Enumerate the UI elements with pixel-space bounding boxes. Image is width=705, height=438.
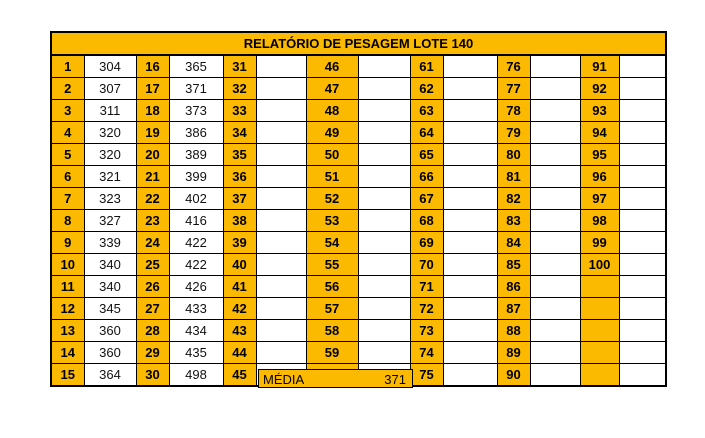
animal-number-cell[interactable]: 44 [223,342,256,364]
weight-value-cell[interactable] [530,342,580,364]
weight-value-cell[interactable] [358,122,410,144]
weight-value-cell[interactable] [256,122,306,144]
weight-value-cell[interactable] [619,298,666,320]
weight-value-cell[interactable] [443,320,497,342]
weight-value-cell[interactable]: 320 [84,122,136,144]
table-row [51,276,666,298]
table-row [51,210,666,232]
table-row [51,55,666,78]
animal-number-cell[interactable]: 64 [410,122,443,144]
animal-number-cell[interactable]: 53 [306,210,358,232]
animal-number-cell[interactable]: 31 [223,55,256,78]
weight-value-cell[interactable] [443,342,497,364]
weight-value-cell[interactable] [256,210,306,232]
animal-number-cell[interactable]: 73 [410,320,443,342]
weight-value-cell[interactable]: 399 [169,166,223,188]
weight-value-cell[interactable] [530,55,580,78]
animal-number-cell[interactable]: 18 [136,100,169,122]
animal-number-cell[interactable]: 62 [410,78,443,100]
animal-number-cell[interactable]: 13 [51,320,84,342]
weight-value-cell[interactable]: 304 [84,55,136,78]
animal-number-cell[interactable]: 70 [410,254,443,276]
weight-value-cell[interactable] [443,166,497,188]
weight-value-cell[interactable] [443,232,497,254]
weight-value-cell[interactable] [358,276,410,298]
animal-number-cell[interactable] [580,364,619,387]
weight-value-cell[interactable] [358,166,410,188]
animal-number-cell[interactable]: 61 [410,55,443,78]
animal-number-cell[interactable]: 12 [51,298,84,320]
weight-value-cell[interactable]: 435 [169,342,223,364]
weight-value-cell[interactable] [358,232,410,254]
weight-value-cell[interactable] [443,100,497,122]
weight-value-cell[interactable]: 433 [169,298,223,320]
average-label: MÉDIA [263,372,305,387]
weight-value-cell[interactable] [530,166,580,188]
weight-value-cell[interactable] [256,166,306,188]
table-row [51,254,666,276]
weight-value-cell[interactable] [443,78,497,100]
weight-value-cell[interactable] [619,276,666,298]
animal-number-cell[interactable]: 71 [410,276,443,298]
animal-number-cell[interactable]: 76 [497,55,530,78]
weight-value-cell[interactable] [443,144,497,166]
weight-value-cell[interactable]: 321 [84,166,136,188]
weight-value-cell[interactable]: 422 [169,254,223,276]
weight-value-cell[interactable] [530,210,580,232]
animal-number-cell[interactable]: 82 [497,188,530,210]
animal-number-cell[interactable]: 4 [51,122,84,144]
weight-value-cell[interactable] [256,232,306,254]
weight-value-cell[interactable] [530,78,580,100]
weight-value-cell[interactable]: 339 [84,232,136,254]
animal-number-cell[interactable]: 99 [580,232,619,254]
animal-number-cell[interactable]: 47 [306,78,358,100]
animal-number-cell[interactable]: 98 [580,210,619,232]
report-title: RELATÓRIO DE PESAGEM LOTE 140 [51,32,666,55]
animal-number-cell[interactable]: 95 [580,144,619,166]
animal-number-cell[interactable]: 7 [51,188,84,210]
weight-value-cell[interactable] [443,210,497,232]
animal-number-cell[interactable]: 20 [136,144,169,166]
animal-number-cell[interactable]: 16 [136,55,169,78]
weight-value-cell[interactable] [530,254,580,276]
animal-number-cell[interactable]: 97 [580,188,619,210]
animal-number-cell[interactable]: 80 [497,144,530,166]
animal-number-cell[interactable]: 72 [410,298,443,320]
weight-value-cell[interactable] [530,320,580,342]
animal-number-cell[interactable]: 66 [410,166,443,188]
weight-value-cell[interactable] [358,100,410,122]
animal-number-cell[interactable]: 11 [51,276,84,298]
animal-number-cell[interactable]: 58 [306,320,358,342]
weight-value-cell[interactable]: 373 [169,100,223,122]
animal-number-cell[interactable]: 38 [223,210,256,232]
weight-value-cell[interactable] [443,364,497,387]
weight-value-cell[interactable] [256,100,306,122]
animal-number-cell[interactable]: 34 [223,122,256,144]
weight-value-cell[interactable] [530,144,580,166]
animal-number-cell[interactable]: 94 [580,122,619,144]
animal-number-cell[interactable]: 49 [306,122,358,144]
table-row [51,78,666,100]
weight-value-cell[interactable] [358,298,410,320]
animal-number-cell[interactable]: 56 [306,276,358,298]
weight-value-cell[interactable] [358,254,410,276]
animal-number-cell[interactable]: 28 [136,320,169,342]
table-row [51,298,666,320]
weight-value-cell[interactable]: 371 [169,78,223,100]
weight-value-cell[interactable] [256,254,306,276]
weight-value-cell[interactable] [619,122,666,144]
animal-number-cell[interactable]: 90 [497,364,530,387]
weight-value-cell[interactable] [619,55,666,78]
weight-value-cell[interactable] [443,298,497,320]
weight-value-cell[interactable] [358,55,410,78]
animal-number-cell[interactable]: 91 [580,55,619,78]
animal-number-cell[interactable]: 25 [136,254,169,276]
weight-value-cell[interactable]: 365 [169,55,223,78]
animal-number-cell[interactable]: 17 [136,78,169,100]
weight-value-cell[interactable] [358,210,410,232]
weight-value-cell[interactable] [619,188,666,210]
weight-value-cell[interactable] [619,364,666,387]
weight-value-cell[interactable] [619,232,666,254]
weighing-report-table [50,31,667,387]
weight-value-cell[interactable] [358,188,410,210]
animal-number-cell[interactable]: 35 [223,144,256,166]
animal-number-cell[interactable]: 79 [497,122,530,144]
weight-value-cell[interactable]: 327 [84,210,136,232]
weight-value-cell[interactable]: 498 [169,364,223,387]
animal-number-cell[interactable]: 24 [136,232,169,254]
animal-number-cell[interactable]: 15 [51,364,84,387]
weight-value-cell[interactable] [358,144,410,166]
table-row [51,188,666,210]
animal-number-cell[interactable]: 52 [306,188,358,210]
weight-value-cell[interactable]: 386 [169,122,223,144]
weight-value-cell[interactable] [256,320,306,342]
weight-value-cell[interactable] [358,78,410,100]
weight-value-cell[interactable] [530,364,580,387]
weight-value-cell[interactable] [530,188,580,210]
animal-number-cell[interactable]: 77 [497,78,530,100]
weight-value-cell[interactable] [619,166,666,188]
average-box [258,369,413,388]
animal-number-cell[interactable]: 65 [410,144,443,166]
weight-value-cell[interactable] [443,122,497,144]
animal-number-cell[interactable]: 93 [580,100,619,122]
weight-value-cell[interactable] [358,320,410,342]
animal-number-cell[interactable]: 69 [410,232,443,254]
weight-value-cell[interactable] [256,78,306,100]
animal-number-cell[interactable]: 14 [51,342,84,364]
animal-number-cell[interactable]: 22 [136,188,169,210]
weight-value-cell[interactable] [443,276,497,298]
weight-value-cell[interactable]: 345 [84,298,136,320]
weight-value-cell[interactable] [530,298,580,320]
weight-value-cell[interactable]: 389 [169,144,223,166]
animal-number-cell[interactable] [580,276,619,298]
weight-value-cell[interactable] [530,232,580,254]
animal-number-cell[interactable]: 46 [306,55,358,78]
weight-value-cell[interactable]: 320 [84,144,136,166]
animal-number-cell[interactable]: 48 [306,100,358,122]
animal-number-cell[interactable]: 87 [497,298,530,320]
animal-number-cell[interactable]: 81 [497,166,530,188]
weight-value-cell[interactable] [256,298,306,320]
animal-number-cell[interactable]: 30 [136,364,169,387]
weight-value-cell[interactable] [619,78,666,100]
weight-value-cell[interactable]: 323 [84,188,136,210]
table-row [51,320,666,342]
animal-number-cell[interactable]: 50 [306,144,358,166]
animal-number-cell[interactable]: 19 [136,122,169,144]
table-row [51,342,666,364]
animal-number-cell[interactable]: 1 [51,55,84,78]
weight-value-cell[interactable]: 340 [84,276,136,298]
weight-value-cell[interactable] [256,276,306,298]
weight-value-cell[interactable] [443,254,497,276]
animal-number-cell[interactable]: 41 [223,276,256,298]
animal-number-cell[interactable]: 32 [223,78,256,100]
animal-number-cell[interactable]: 74 [410,342,443,364]
animal-number-cell[interactable]: 42 [223,298,256,320]
weight-value-cell[interactable]: 416 [169,210,223,232]
weight-value-cell[interactable]: 364 [84,364,136,387]
weight-value-cell[interactable]: 426 [169,276,223,298]
animal-number-cell[interactable]: 83 [497,210,530,232]
table-row [51,122,666,144]
animal-number-cell[interactable]: 92 [580,78,619,100]
animal-number-cell[interactable]: 9 [51,232,84,254]
average-value: 371 [384,372,406,387]
animal-number-cell[interactable]: 55 [306,254,358,276]
weight-value-cell[interactable] [530,276,580,298]
animal-number-cell[interactable]: 2 [51,78,84,100]
animal-number-cell[interactable]: 75 [410,364,443,387]
weight-value-cell[interactable] [530,122,580,144]
animal-number-cell[interactable]: 45 [223,364,256,387]
animal-number-cell[interactable]: 86 [497,276,530,298]
table-row [51,166,666,188]
animal-number-cell[interactable]: 39 [223,232,256,254]
animal-number-cell[interactable]: 10 [51,254,84,276]
weight-value-cell[interactable] [619,100,666,122]
animal-number-cell[interactable]: 68 [410,210,443,232]
animal-number-cell[interactable]: 8 [51,210,84,232]
animal-number-cell[interactable]: 29 [136,342,169,364]
weight-value-cell[interactable] [443,55,497,78]
animal-number-cell[interactable]: 5 [51,144,84,166]
weight-value-cell[interactable]: 360 [84,320,136,342]
weight-value-cell[interactable]: 422 [169,232,223,254]
animal-number-cell[interactable]: 33 [223,100,256,122]
table-row [51,144,666,166]
animal-number-cell[interactable]: 43 [223,320,256,342]
animal-number-cell[interactable]: 57 [306,298,358,320]
weight-value-cell[interactable]: 360 [84,342,136,364]
animal-number-cell[interactable]: 23 [136,210,169,232]
animal-number-cell[interactable] [580,342,619,364]
animal-number-cell[interactable]: 51 [306,166,358,188]
weight-value-cell[interactable]: 307 [84,78,136,100]
weight-value-cell[interactable]: 311 [84,100,136,122]
weight-value-cell[interactable]: 402 [169,188,223,210]
weight-value-cell[interactable] [256,144,306,166]
animal-number-cell[interactable]: 96 [580,166,619,188]
animal-number-cell[interactable]: 26 [136,276,169,298]
weight-value-cell[interactable] [619,144,666,166]
animal-number-cell[interactable]: 36 [223,166,256,188]
animal-number-cell[interactable]: 67 [410,188,443,210]
animal-number-cell[interactable]: 100 [580,254,619,276]
weight-value-cell[interactable] [530,100,580,122]
weight-value-cell[interactable]: 340 [84,254,136,276]
weight-value-cell[interactable] [619,210,666,232]
animal-number-cell[interactable]: 54 [306,232,358,254]
animal-number-cell[interactable]: 37 [223,188,256,210]
animal-number-cell[interactable] [580,320,619,342]
weight-value-cell[interactable] [619,320,666,342]
animal-number-cell[interactable]: 21 [136,166,169,188]
table-row [51,100,666,122]
animal-number-cell[interactable]: 84 [497,232,530,254]
animal-number-cell[interactable]: 6 [51,166,84,188]
weight-value-cell[interactable] [256,55,306,78]
animal-number-cell[interactable]: 3 [51,100,84,122]
animal-number-cell[interactable]: 88 [497,320,530,342]
animal-number-cell[interactable]: 89 [497,342,530,364]
table-row [51,232,666,254]
animal-number-cell[interactable]: 40 [223,254,256,276]
weight-value-cell[interactable] [256,342,306,364]
animal-number-cell[interactable]: 85 [497,254,530,276]
animal-number-cell[interactable]: 59 [306,342,358,364]
weight-value-cell[interactable] [619,342,666,364]
weight-value-cell[interactable] [443,188,497,210]
animal-number-cell[interactable]: 63 [410,100,443,122]
animal-number-cell[interactable]: 78 [497,100,530,122]
weight-value-cell[interactable]: 434 [169,320,223,342]
weight-value-cell[interactable] [358,342,410,364]
weight-value-cell[interactable] [256,188,306,210]
weight-value-cell[interactable] [619,254,666,276]
animal-number-cell[interactable] [580,298,619,320]
animal-number-cell[interactable]: 27 [136,298,169,320]
